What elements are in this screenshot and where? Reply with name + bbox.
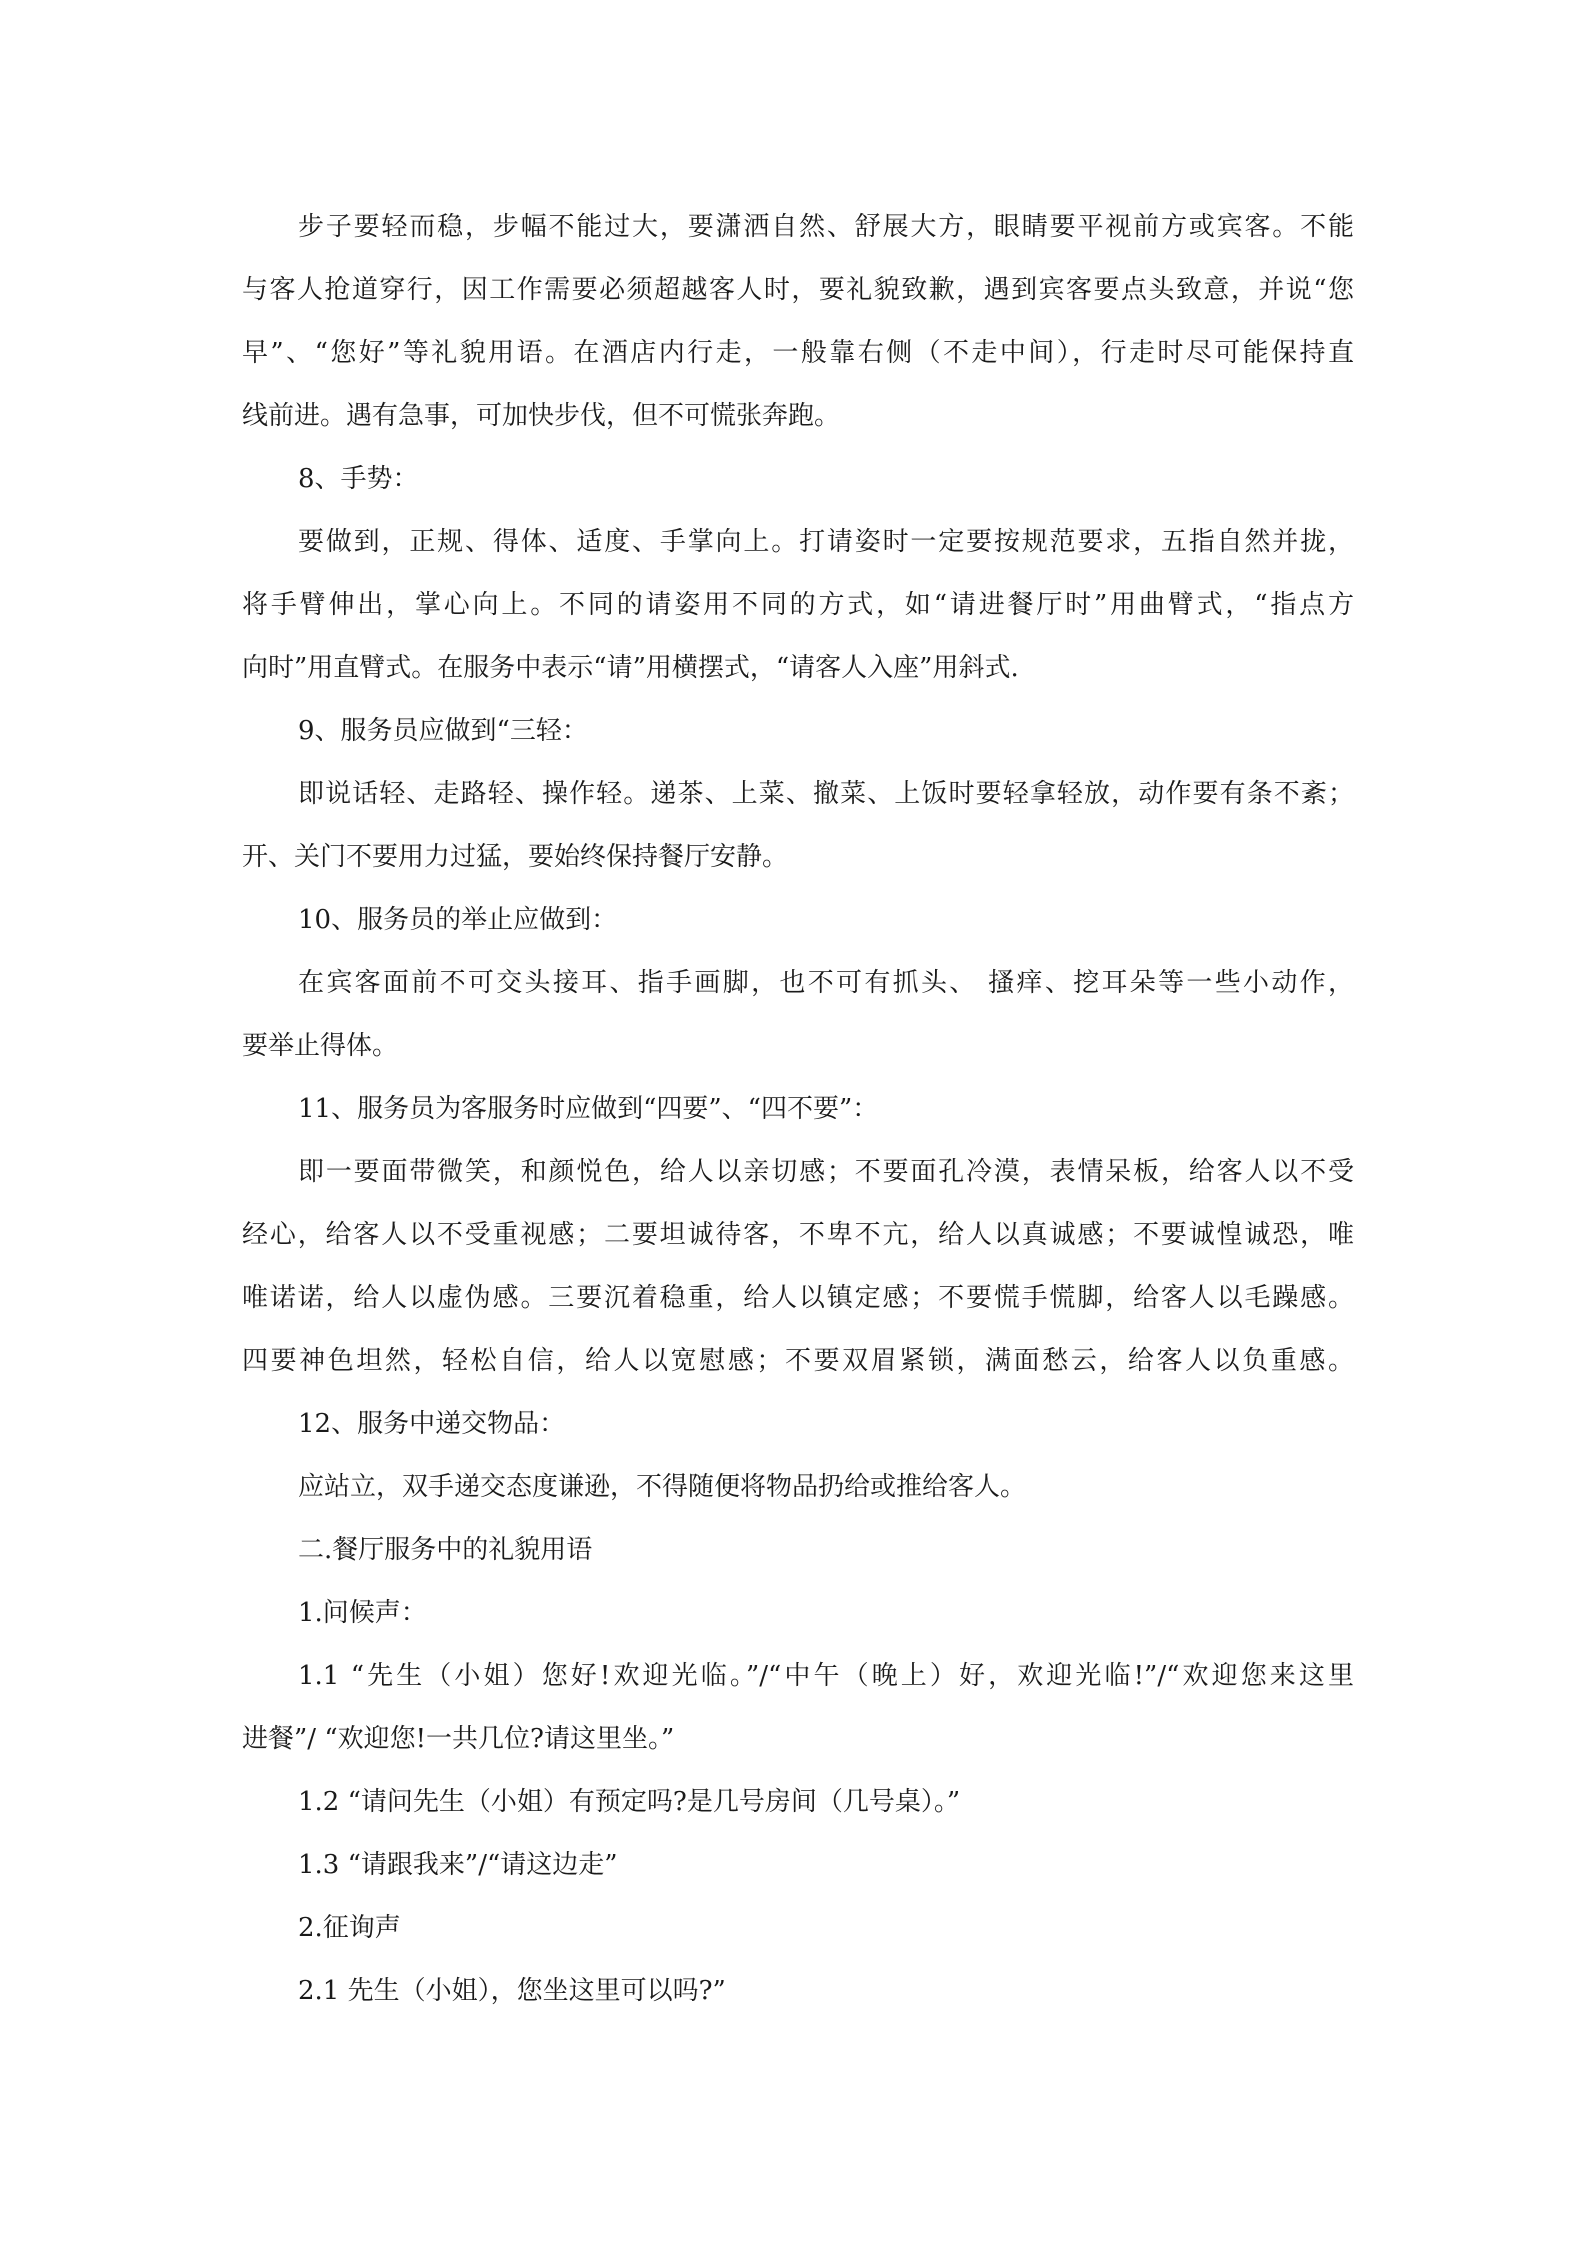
document-line: 即说话轻、走路轻、操作轻。递茶、上菜、撤菜、上饭时要轻拿轻放，动作要有条不紊； xyxy=(298,779,1354,809)
document-line: 10、服务员的举止应做到： xyxy=(298,905,618,935)
document-line: 在宾客面前不可交头接耳、指手画脚，也不可有抓头、 搔痒、挖耳朵等一些小动作， xyxy=(298,968,1354,998)
document-line: 2.1 先生（小姐），您坐这里可以吗?” xyxy=(298,1976,726,2006)
document-line: 要举止得体。 xyxy=(242,1031,399,1061)
document-line: 向时”用直臂式。在服务中表示“请”用横摆式，“请客人入座”用斜式. xyxy=(242,653,1019,683)
document-line: 11、服务员为客服务时应做到“四要”、“四不要”： xyxy=(298,1094,879,1124)
document-line: 应站立，双手递交态度谦逊，不得随便将物品扔给或推给客人。 xyxy=(298,1472,1027,1502)
document-line: 开、关门不要用力过猛，要始终保持餐厅安静。 xyxy=(242,842,789,872)
document-line: 12、服务中递交物品： xyxy=(298,1409,566,1439)
document-line: 8、手势： xyxy=(298,464,419,494)
document-line: 2.征询声 xyxy=(298,1913,401,1943)
document-line: 早”、“您好”等礼貌用语。在酒店内行走，一般靠右侧（不走中间），行走时尽可能保持直 xyxy=(242,338,1354,368)
document-line: 1.3 “请跟我来”/“请这边走” xyxy=(298,1850,618,1880)
document-line: 线前进。遇有急事，可加快步伐，但不可慌张奔跑。 xyxy=(242,401,841,431)
document-line: 二.餐厅服务中的礼貌用语 xyxy=(298,1535,593,1565)
document-line: 1.1 “先生（小姐）您好!欢迎光临。”/“中午（晚上）好，欢迎光临!”/“欢迎您来这里 xyxy=(298,1661,1354,1691)
document-line: 与客人抢道穿行，因工作需要必须超越客人时，要礼貌致歉，遇到宾客要点头致意，并说“您 xyxy=(242,275,1354,305)
document-line: 步子要轻而稳，步幅不能过大，要潇洒自然、舒展大方，眼睛要平视前方或宾客。不能 xyxy=(298,212,1354,242)
document-line: 9、服务员应做到“三轻： xyxy=(298,716,588,746)
document-line: 即一要面带微笑，和颜悦色，给人以亲切感；不要面孔冷漠，表情呆板，给客人以不受 xyxy=(298,1157,1354,1187)
document-line: 唯诺诺，给人以虚伪感。三要沉着稳重，给人以镇定感；不要慌手慌脚，给客人以毛躁感。 xyxy=(242,1283,1354,1313)
document-line: 1.问候声： xyxy=(298,1598,427,1628)
document-line: 进餐”/ “欢迎您!一共几位?请这里坐。” xyxy=(242,1724,675,1754)
document-page xyxy=(242,196,1354,2023)
document-line: 1.2 “请问先生（小姐）有预定吗?是几号房间（几号桌）。” xyxy=(298,1787,961,1817)
document-line: 要做到，正规、得体、适度、手掌向上。打请姿时一定要按规范要求，五指自然并拢， xyxy=(298,527,1354,557)
document-line: 四要神色坦然，轻松自信，给人以宽慰感；不要双眉紧锁，满面愁云，给客人以负重感。 xyxy=(242,1346,1354,1376)
document-line: 经心，给客人以不受重视感；二要坦诚待客，不卑不亢，给人以真诚感；不要诚惶诚恐，唯 xyxy=(242,1220,1354,1250)
document-line: 将手臂伸出，掌心向上。不同的请姿用不同的方式，如“请进餐厅时”用曲臂式，“指点方 xyxy=(242,590,1354,620)
